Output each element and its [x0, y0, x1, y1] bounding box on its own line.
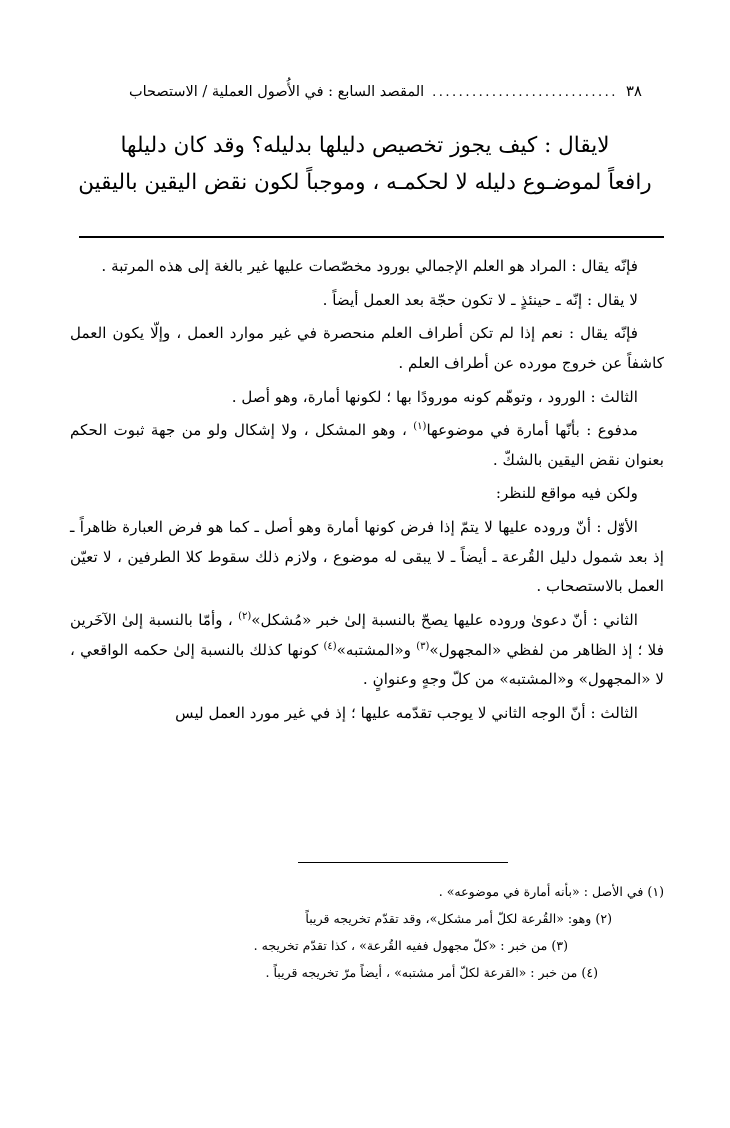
paragraph-2: لا يقال : إنّه ـ حينئذٍ ـ لا تكون حجّة بعد العمل أيضاً . [322, 290, 638, 309]
footnote-2: (٢) وهو: «القُرعة لكلّ أمر مشكل»، وقد تقدّم تخريجه قريباً [305, 911, 612, 927]
footnote-ref-4: (٤) [323, 640, 337, 652]
paragraph-6: ولكن فيه مواقع للنظر: [495, 484, 638, 503]
paragraph-1: فإنّه يقال : المراد هو العلم الإجمالي بورود مخصّصات عليها غير بالغة إلى هذه المرتبة . [101, 257, 638, 275]
footnote-ref-1: (١) [413, 421, 427, 433]
paragraph-3: فإنّه يقال : نعم إذا لم تكن أطراف العلم منحصرة في غير موارد العمل ، وإلّا يكون العمل كاشفاً عن خروج مورده عن أطراف العلم . [70, 324, 664, 372]
paragraph-5-text: مدفوع : بأنّها أمارة في موضوعها [426, 421, 638, 440]
footnote-3: (٣) من خبر : «كلّ مجهول ففيه القُرعة» ، كذا تقدّم تخريجه . [253, 938, 568, 954]
paragraph-8-part-a: الثاني : أنّ دعوىٰ وروده عليها يصحّ بالنسبة إلىٰ خبر «مُشكل» [251, 611, 638, 630]
paragraph-9: الثالث : أنّ الوجه الثاني لا يوجب تقدّمه عليها ؛ إذ في غير مورد العمل ليس [175, 703, 638, 722]
footnotes [70, 878, 664, 986]
body-text [70, 252, 664, 733]
header-title: المقصد السابع : في الأُصول العملية / الاستصحاب [128, 84, 425, 100]
paragraph-8 [70, 606, 664, 695]
footnote-ref-2: (٢) [238, 610, 252, 622]
paragraph-5-rest: ، وهو المشكل ، ولا إشكال ولو من جهة ثبوت الحكم بعنوان نقض اليقين بالشكّ . [70, 421, 664, 469]
footnote-divider [298, 862, 508, 863]
paragraph-8-part-d: كونها كذلك بالنسبة إلىٰ حكمه الواقعي ، لا «المجهول» و«المشتبه» من كلّ وجهٍ وعنوانٍ . [70, 640, 664, 689]
paragraph-4: الثالث : الورود ، وتوهّم كونه مورودًا بها ؛ لكونها أمارة، وهو أصل . [231, 387, 638, 406]
title-line-1: لايقال : كيف يجوز تخصيص دليلها بدليله؟ وقد كان دليلها [120, 133, 610, 158]
heading-divider [79, 236, 664, 238]
title-line-2: رافعاً لموضـوع دليله لا لحكمـه ، وموجباً لكون نقض اليقين باليقين [78, 169, 652, 195]
paragraph-5 [70, 416, 664, 475]
footnote-1: (١) في الأصل : «بأنه أمارة في موضوعه» . [438, 884, 664, 899]
paragraph-7: الأوّل : أنّ وروده عليها لا يتمّ إذا فرض كونها أمارة وهو أصل ـ كما هو فرض العبارة ظاهراً ـ إذ بعد شمول دليل القُرعة ـ أيضاً ـ لا يبقى له موضوع ، ولازم ذلك سقوط كلا الطرفين ، لا تعيّن العمل بالاستصحاب . [70, 518, 664, 596]
header-dot-leader: ............................ [432, 85, 618, 100]
page-number: ٣٨ [625, 82, 642, 100]
footnote-4: (٤) من خبر : «القرعة لكلّ أمر مشتبه» ، أيضاً مرّ تخريجه قريباً . [265, 965, 598, 981]
paragraph-8-part-c: و«المشتبه» [336, 640, 417, 659]
footnote-ref-3: (٣) [416, 640, 430, 652]
paragraph-8-part-b: ، وأمّا بالنسبة إلىٰ الآخَرين فلا ؛ إذ الظاهر من لفظي «المجهول» [70, 611, 664, 659]
page-header [88, 82, 642, 100]
page-title [66, 128, 664, 202]
